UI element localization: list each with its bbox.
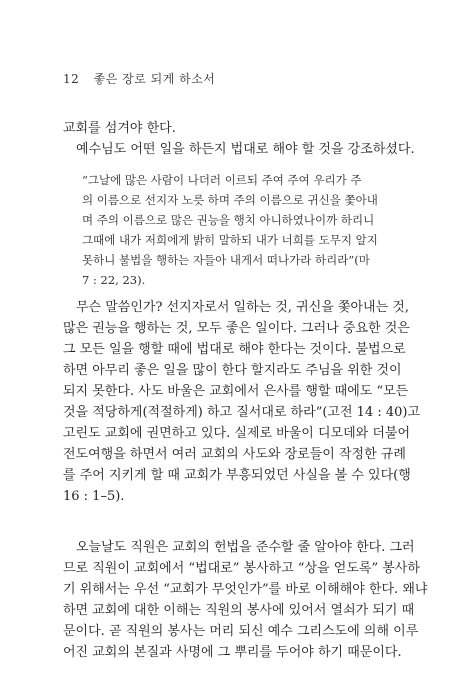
text-line: 많은 권능을 행하는 것, 모두 좋은 일이다. 그러나 중요한 것은	[63, 321, 410, 336]
quote-line: 의 이름으로 선지자 노릇 하며 주의 이름으로 귀신을 쫓아내	[82, 193, 378, 207]
quote-line: 며 주의 이름으로 많은 권능을 행치 아니하였나이까 하리니	[82, 213, 375, 227]
text-line: 무슨 말씀인가? 선지자로서 일하는 것, 귀신을 쫓아내는 것,	[63, 300, 409, 315]
text-line: 되지 못한다. 사도 바울은 교회에서 은사를 행할 때에도 “모든	[63, 384, 409, 399]
paragraph-1	[63, 118, 415, 160]
text-line: 하면 아무리 좋은 일을 많이 한다 할지라도 주님을 위한 것이	[63, 363, 402, 378]
page-number: 12	[63, 72, 80, 86]
text-line: 고린도 교회에 권면하고 있다. 실제로 바울이 디모데와 더불어	[63, 426, 411, 441]
text-line: 것을 적당하게(적절하게) 하고 질서대로 하라”(고전 14 : 40)고	[63, 405, 421, 420]
text-line: 기 위해서는 우선 “교회가 무엇인가”를 바로 이해해야 한다. 왜냐	[63, 582, 428, 597]
book-title: 좋은 장로 되게 하소서	[93, 72, 216, 86]
text-line: 전도여행을 하면서 여러 교회의 사도와 장로들이 작정한 규례	[63, 447, 406, 462]
paragraph-2	[63, 297, 421, 507]
text-line: 교회를 섬겨야 한다.	[63, 121, 176, 136]
quote-line: “그날에 많은 사람이 나더러 이르되 주여 주여 우리가 주	[82, 173, 362, 187]
running-header	[63, 70, 215, 87]
quote-line: 7 : 22, 23).	[82, 273, 146, 287]
text-line: 므로 직원이 교회에서 “법대로” 봉사하고 “상을 얻도록” 봉사하	[63, 561, 420, 576]
paragraph-3	[63, 537, 428, 663]
text-line: 오늘날도 직원은 교회의 헌법을 준수할 줄 알아야 한다. 그러	[63, 540, 415, 555]
text-line: 예수님도 어떤 일을 하든지 법대로 해야 할 것을 강조하셨다.	[63, 142, 415, 157]
text-line: 를 주어 지키게 할 때 교회가 부흥되었던 사실을 볼 수 있다(행	[63, 468, 411, 483]
text-line: 문이다. 곧 직원의 봉사는 머리 되신 예수 그리스도에 의해 이루	[63, 624, 419, 639]
quote-line: 못하니 불법을 행하는 자들아 내게서 떠나가라 하리라”(마	[82, 253, 370, 267]
quote-line: 그때에 내가 저희에게 밝히 말하되 내가 너희를 도무지 알지	[82, 233, 378, 247]
scripture-quote	[82, 170, 400, 290]
text-line: 하면 교회에 대한 이해는 직원의 봉사에 있어서 열쇠가 되기 때	[63, 603, 415, 618]
text-line: 16 : 1–5).	[63, 489, 125, 504]
text-line: 그 모든 일을 행할 때에 법대로 해야 한다는 것이다. 불법으로	[63, 342, 406, 357]
text-line: 어진 교회의 본질과 사명에 그 뿌리를 두어야 하기 때문이다.	[63, 645, 402, 660]
